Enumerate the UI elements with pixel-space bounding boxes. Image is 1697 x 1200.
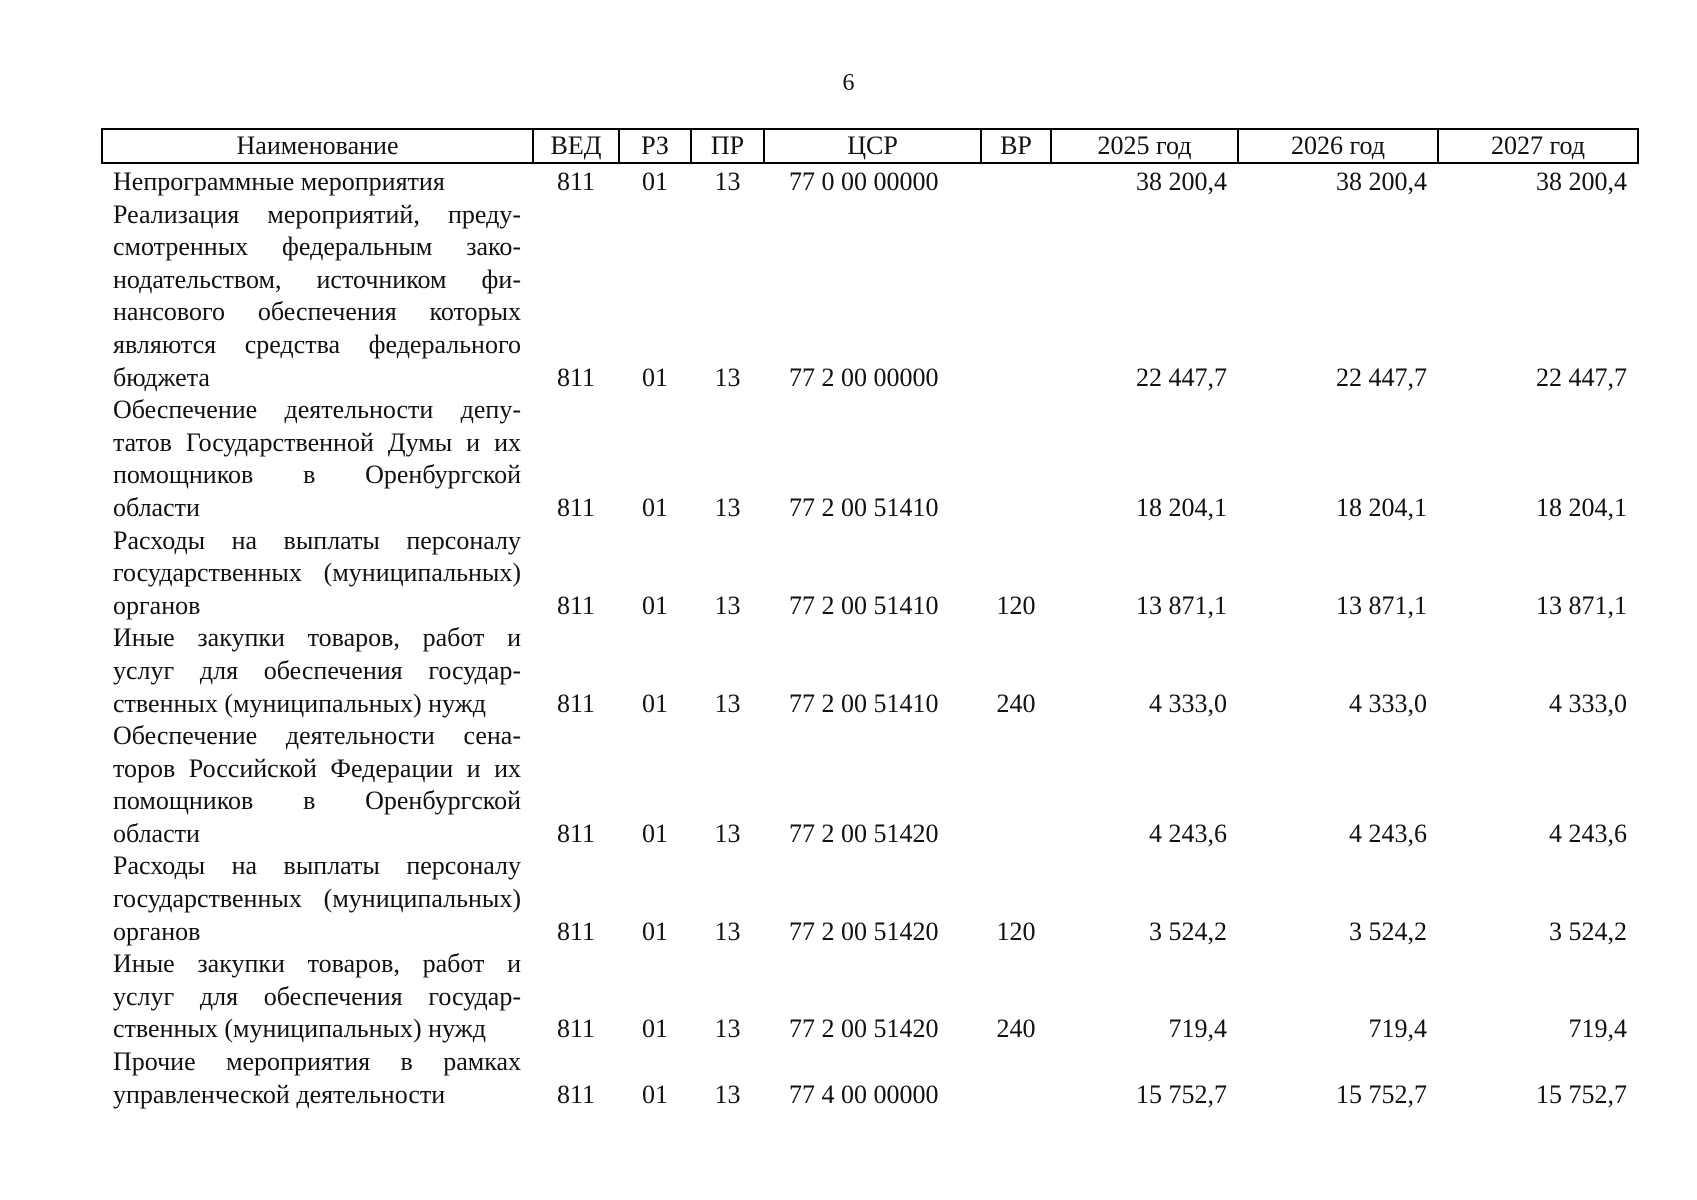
row-name: Иные закупки товаров, работ и услуг для обеспечения государственных (муниципальных) нужд	[113, 949, 521, 1044]
row-2027: 4 243,6	[1549, 818, 1627, 848]
row-name: Расходы на выплаты персоналу государственных (муниципальных) органов	[113, 525, 521, 620]
row-ved: 811	[556, 1014, 596, 1044]
row-pr: 13	[714, 1014, 741, 1044]
row-csr: 77 2 00 51420	[789, 916, 939, 946]
row-2025: 22 447,7	[1136, 362, 1227, 392]
row-ved: 811	[556, 818, 596, 848]
row-2027: 22 447,7	[1536, 362, 1627, 392]
row-ved: 811	[556, 916, 596, 946]
row-2025: 4 243,6	[1149, 818, 1227, 848]
row-ved: 811	[556, 1079, 596, 1109]
row-name: Непрограммные мероприятия	[113, 167, 445, 196]
row-2025: 13 871,1	[1136, 590, 1227, 620]
row-2025: 4 333,0	[1149, 688, 1227, 718]
table-body	[102, 163, 1638, 1111]
row-rz: 01	[642, 590, 668, 620]
budget-table	[101, 128, 1639, 1111]
header-name: Наименование	[102, 129, 533, 163]
row-2025: 15 752,7	[1136, 1079, 1227, 1109]
table-row	[102, 525, 1638, 623]
table-row	[102, 199, 1638, 395]
row-pr: 13	[714, 590, 741, 620]
row-vr: 120	[996, 590, 1036, 620]
row-csr: 77 0 00 00000	[789, 167, 939, 196]
table-header	[102, 129, 1638, 163]
row-rz: 01	[642, 362, 668, 392]
row-vr	[981, 1046, 1051, 1111]
row-2025: 18 204,1	[1136, 492, 1227, 522]
row-2027: 719,4	[1568, 1014, 1627, 1044]
row-2026: 38 200,4	[1336, 167, 1427, 196]
row-csr: 77 4 00 00000	[789, 1079, 939, 1109]
row-2026: 13 871,1	[1336, 590, 1427, 620]
row-2027: 3 524,2	[1549, 916, 1627, 946]
row-vr	[981, 199, 1051, 395]
row-2026: 719,4	[1368, 1014, 1427, 1044]
row-2026: 22 447,7	[1336, 362, 1427, 392]
row-csr: 77 2 00 51410	[789, 688, 939, 718]
row-pr: 13	[714, 362, 741, 392]
row-name: Прочие мероприятия в рамках управленческой деятельности	[113, 1047, 521, 1109]
row-pr: 13	[714, 492, 741, 522]
row-2025: 38 200,4	[1136, 167, 1227, 196]
header-pr: ПР	[691, 129, 764, 163]
header-2027: 2027 год	[1438, 129, 1638, 163]
row-name: Расходы на выплаты персоналу государственных (муниципальных) органов	[113, 851, 521, 946]
row-2025: 719,4	[1168, 1014, 1227, 1044]
table-row	[102, 394, 1638, 524]
table-row	[102, 850, 1638, 948]
row-pr: 13	[714, 688, 741, 718]
row-pr: 13	[714, 167, 741, 196]
row-rz: 01	[642, 1079, 668, 1109]
row-2027: 15 752,7	[1536, 1079, 1627, 1109]
header-csr: ЦСР	[764, 129, 981, 163]
table-row	[102, 1046, 1638, 1111]
table-row	[102, 720, 1638, 850]
row-2026: 18 204,1	[1336, 492, 1427, 522]
header-ved: ВЕД	[533, 129, 619, 163]
row-pr: 13	[714, 916, 741, 946]
row-2025: 3 524,2	[1149, 916, 1227, 946]
row-pr: 13	[714, 818, 741, 848]
row-pr: 13	[714, 1079, 741, 1109]
row-2027: 18 204,1	[1536, 492, 1627, 522]
row-csr: 77 2 00 51410	[789, 590, 939, 620]
row-rz: 01	[642, 1014, 668, 1044]
row-rz: 01	[642, 492, 668, 522]
table-row	[102, 948, 1638, 1046]
row-2027: 13 871,1	[1536, 590, 1627, 620]
header-2026: 2026 год	[1238, 129, 1438, 163]
row-rz: 01	[642, 688, 668, 718]
row-vr	[981, 163, 1051, 199]
row-rz: 01	[642, 818, 668, 848]
row-csr: 77 2 00 51410	[789, 492, 939, 522]
header-vr: ВР	[981, 129, 1051, 163]
table-row	[102, 622, 1638, 720]
row-2026: 3 524,2	[1349, 916, 1427, 946]
row-2026: 15 752,7	[1336, 1079, 1427, 1109]
row-rz: 01	[642, 167, 668, 196]
page-number: 6	[842, 70, 855, 96]
header-2025: 2025 год	[1051, 129, 1238, 163]
row-ved: 811	[556, 492, 596, 522]
row-vr: 240	[996, 1014, 1036, 1044]
row-ved: 811	[556, 688, 596, 718]
row-csr: 77 2 00 00000	[789, 362, 939, 392]
row-rz: 01	[642, 916, 668, 946]
row-vr: 240	[996, 688, 1036, 718]
header-rz: РЗ	[619, 129, 691, 163]
header-row	[102, 129, 1638, 163]
row-ved: 811	[556, 167, 596, 196]
row-2027: 38 200,4	[1536, 167, 1627, 196]
row-vr	[981, 720, 1051, 850]
row-ved: 811	[556, 362, 596, 392]
row-name: Обеспечение деятельности сенаторов Российской Федерации и их помощников в Оренбургской области	[113, 721, 521, 848]
row-vr: 120	[996, 916, 1036, 946]
row-2027: 4 333,0	[1549, 688, 1627, 718]
row-name: Иные закупки товаров, работ и услуг для обеспечения государственных (муниципальных) нужд	[113, 623, 521, 718]
row-vr	[981, 394, 1051, 524]
row-2026: 4 333,0	[1349, 688, 1427, 718]
row-name: Обеспечение деятельности депутатов Государственной Думы и их помощников в Оренбургской области	[113, 395, 521, 522]
row-csr: 77 2 00 51420	[789, 818, 939, 848]
row-ved: 811	[556, 590, 596, 620]
row-2026: 4 243,6	[1349, 818, 1427, 848]
row-name: Реализация мероприятий, предусмотренных федеральным законодательством, источником финансового обеспечения которых являются средства федерального бюджета	[113, 199, 521, 392]
row-csr: 77 2 00 51420	[789, 1014, 939, 1044]
table-row	[102, 163, 1638, 199]
